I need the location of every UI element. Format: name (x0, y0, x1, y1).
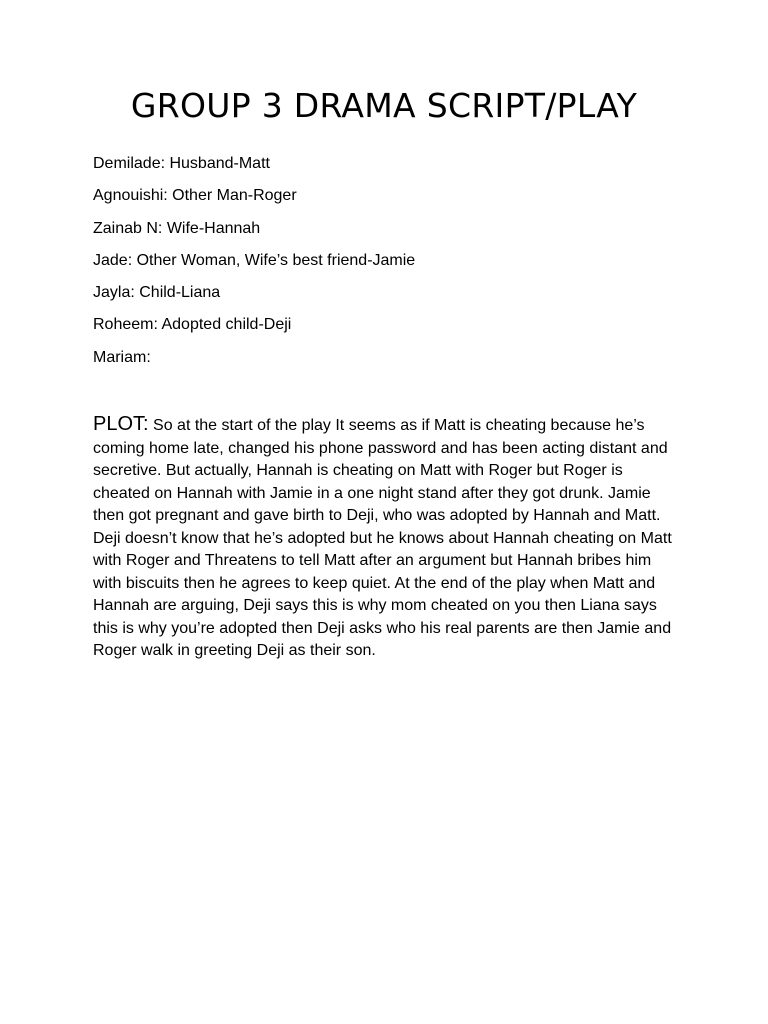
cast-list (93, 153, 693, 379)
plot-label: PLOT: (93, 413, 149, 435)
page-title: GROUP 3 DRAMA SCRIPT/PLAY (130, 86, 638, 125)
plot-paragraph (93, 413, 678, 663)
plot-text: So at the start of the play It seems as if Matt is cheating because he’s coming home late, changed his phone password and has been acting distant and secretive. But actually, Hannah is cheating on Matt with Roger but Roger is cheated on Hannah with Jamie in a one night stand after they got drunk. Jamie then got pregnant and gave birth to Deji, who was adopted by Hannah and Matt. Deji doesn’t know that he’s adopted but he knows about Hannah cheating on Matt with Roger and Threatens to tell Matt after an argument but Hannah bribes him with biscuits then he agrees to keep quiet. At the end of the play when Matt and Hannah are arguing, Deji says this is why mom cheated on you then Liana says this is why you’re adopted then Deji asks who his real parents are then Jamie and Roger walk in greeting Deji as their son. (93, 417, 672, 659)
cast-item: Jayla: Child-Liana (93, 284, 221, 302)
cast-item: Agnouishi: Other Man-Roger (93, 187, 297, 205)
cast-item: Jade: Other Woman, Wife’s best friend-Jamie (93, 251, 416, 269)
cast-item: Roheem: Adopted child-Deji (93, 316, 292, 334)
cast-item: Zainab N: Wife-Hannah (93, 219, 261, 237)
cast-item: Demilade: Husband-Matt (93, 155, 270, 172)
cast-item: Mariam: (93, 348, 151, 366)
